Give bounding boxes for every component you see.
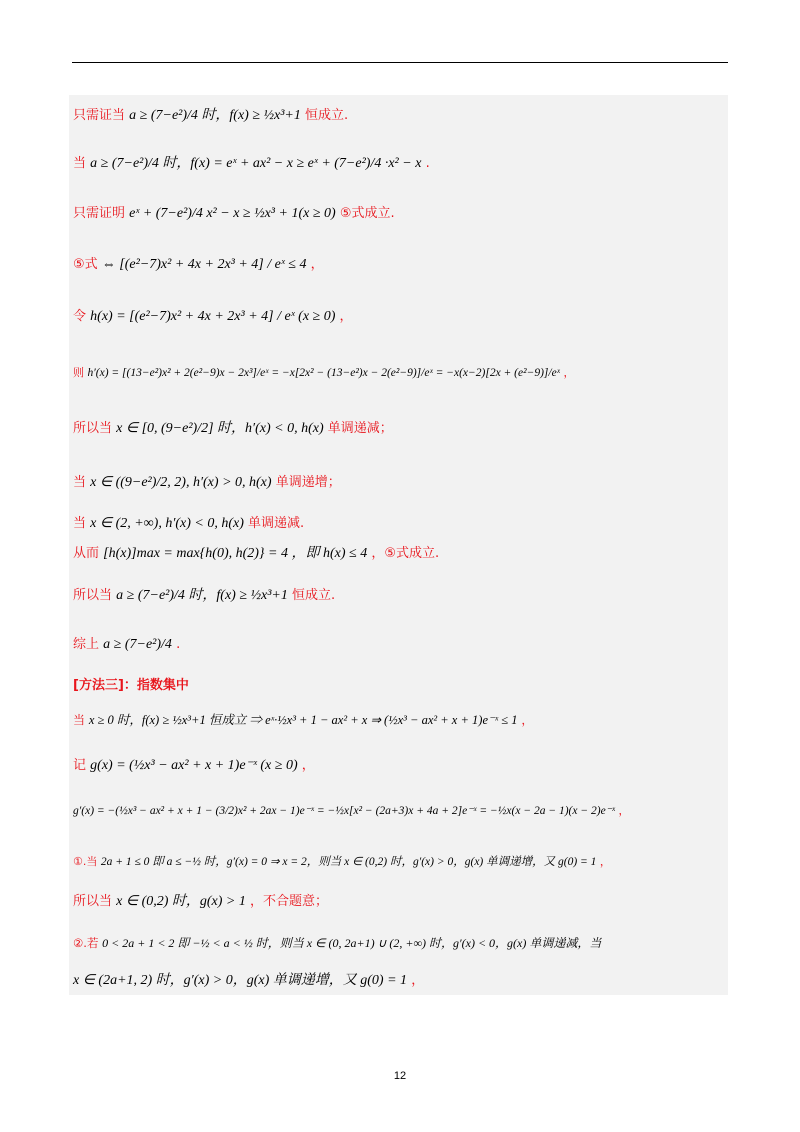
line-14: [73, 711, 533, 729]
line-math: x ∈ (0,2) 时，g(x) > 1: [116, 894, 246, 909]
line-10: [73, 545, 439, 563]
line-math: 0 < 2a + 1 < 2 即 −½ < a < ½ 时，则当 x ∈ (0, 2a+1) ∪ (2, +∞) 时，g′(x) < 0，g(x) 单调递减，当: [102, 936, 602, 950]
line-text-cn: ，: [301, 758, 315, 773]
line-text-cn: 从而: [73, 546, 100, 561]
line-text-cn: ，不合题意；: [250, 894, 329, 909]
line-1: [73, 107, 348, 125]
line-text-cn: ⑤式: [73, 257, 98, 272]
line-text-cn: 所以当: [73, 588, 113, 603]
line-text-cn: ，: [618, 804, 630, 817]
line-3: [73, 205, 395, 223]
line-text-cn: ⑤式成立.: [339, 206, 395, 221]
line-text-cn: .: [425, 156, 430, 171]
line-text-cn: ，: [310, 257, 324, 272]
line-math: x ∈ (2a+1, 2) 时，g′(x) > 0，g(x) 单调递增，又 g(0) = 1: [73, 973, 408, 988]
line-17: [73, 853, 611, 871]
line-2: [73, 155, 430, 173]
line-15: [73, 757, 315, 775]
line-text-cn: 单调递减；: [327, 421, 393, 436]
line-text-cn: 所以当: [73, 421, 113, 436]
line-6: [73, 364, 574, 382]
line-text-cn: 令: [73, 309, 87, 324]
line-text-cn: .: [176, 637, 181, 652]
line-math: ⇔ [(e²−7)x² + 4x + 2x³ + 4] / eˣ ≤ 4: [101, 257, 307, 272]
line-19: [73, 934, 601, 952]
line-text-cn: ②.若: [73, 936, 99, 950]
line-math: eˣ + (7−e²)/4 x² − x ≥ ½x³ + 1(x ≥ 0): [129, 206, 336, 221]
line-16: [73, 802, 630, 820]
line-text-cn: 恒成立.: [292, 588, 336, 603]
line-text-cn: 所以当: [73, 894, 113, 909]
line-text-cn: ，: [339, 309, 353, 324]
line-text-cn: 综上: [73, 637, 100, 652]
line-11: [73, 587, 335, 605]
line-math: [h(x)]max = max{h(0), h(2)} = 4 ，即 h(x) ≤ 4: [103, 546, 368, 561]
line-9: [73, 515, 304, 533]
line-math: h′(x) = [(13−e²)x² + 2(e²−9)x − 2x³]/eˣ = −x[2x² − (13−e²)x − 2(e²−9)]/eˣ = −x(x−2)[2x + (e²−9)]/eˣ: [87, 367, 560, 379]
line-math: g′(x) = −(½x³ − ax² + x + 1 − (3/2)x² + 2ax − 1)e⁻ˣ = −½x[x² − (2a+3)x + 4a + 2]e⁻ˣ = −½x(x − 2a − 1)(x − 2)e⁻ˣ: [73, 805, 615, 817]
line-text-cn: ，: [563, 366, 575, 379]
line-math: x ∈ (2, +∞), h′(x) < 0, h(x): [90, 516, 244, 531]
line-math: h(x) = [(e²−7)x² + 4x + 2x³ + 4] / eˣ (x ≥ 0): [90, 309, 336, 324]
line-text-cn: 当: [73, 156, 87, 171]
line-text-cn: ①.当: [73, 855, 98, 868]
line-12: [73, 636, 180, 654]
method-heading: [方法三]：指数集中: [73, 678, 189, 693]
line-text-cn: 记: [73, 758, 87, 773]
line-math: x ∈ [0, (9−e²)/2] 时，h′(x) < 0, h(x): [116, 421, 324, 436]
line-text-cn: 只需证明: [73, 206, 126, 221]
line-5: [73, 308, 353, 326]
line-text-cn: ，: [411, 973, 425, 988]
line-math: 2a + 1 ≤ 0 即 a ≤ −½ 时，g′(x) = 0 ⇒ x = 2，则当 x ∈ (0,2) 时，g′(x) > 0，g(x) 单调递增，又 g(0) = 1: [100, 856, 597, 868]
line-math: g(x) = (½x³ − ax² + x + 1)e⁻ˣ (x ≥ 0): [90, 758, 298, 773]
page-number: 12: [393, 1070, 407, 1082]
line-13: [73, 677, 189, 695]
line-text-cn: 只需证当: [73, 108, 126, 123]
line-math: a ≥ (7−e²)/4 时，f(x) ≥ ½x³+1: [129, 108, 301, 123]
line-4: [73, 256, 324, 274]
line-text-cn: 则: [73, 366, 84, 379]
line-text-cn: ，: [521, 713, 534, 727]
line-text-cn: 单调递增；: [275, 475, 341, 490]
header-rule: [72, 62, 728, 63]
line-math: x ≥ 0 时，f(x) ≥ ½x³+1 恒成立 ⇒ eˣ·½x³ + 1 − ax² + x ⇒ (½x³ − ax² + x + 1)e⁻ˣ ≤ 1: [88, 713, 518, 727]
line-18: [73, 893, 328, 911]
line-math: a ≥ (7−e²)/4 时，f(x) = eˣ + ax² − x ≥ eˣ + (7−e²)/4 ·x² − x: [90, 156, 422, 171]
line-math: x ∈ ((9−e²)/2, 2), h′(x) > 0, h(x): [90, 475, 272, 490]
line-text-cn: ，: [599, 855, 611, 868]
line-text-cn: 恒成立.: [305, 108, 349, 123]
line-math: a ≥ (7−e²)/4 时，f(x) ≥ ½x³+1: [116, 588, 288, 603]
line-text-cn: 当: [73, 475, 87, 490]
line-20: [73, 972, 424, 990]
line-text-cn: 当: [73, 516, 87, 531]
line-8: [73, 474, 341, 492]
line-text-cn: 单调递减.: [248, 516, 305, 531]
line-text-cn: 当: [73, 713, 86, 727]
line-text-cn: ，⑤式成立.: [371, 546, 440, 561]
line-7: [73, 420, 393, 438]
line-math: a ≥ (7−e²)/4: [103, 637, 172, 652]
